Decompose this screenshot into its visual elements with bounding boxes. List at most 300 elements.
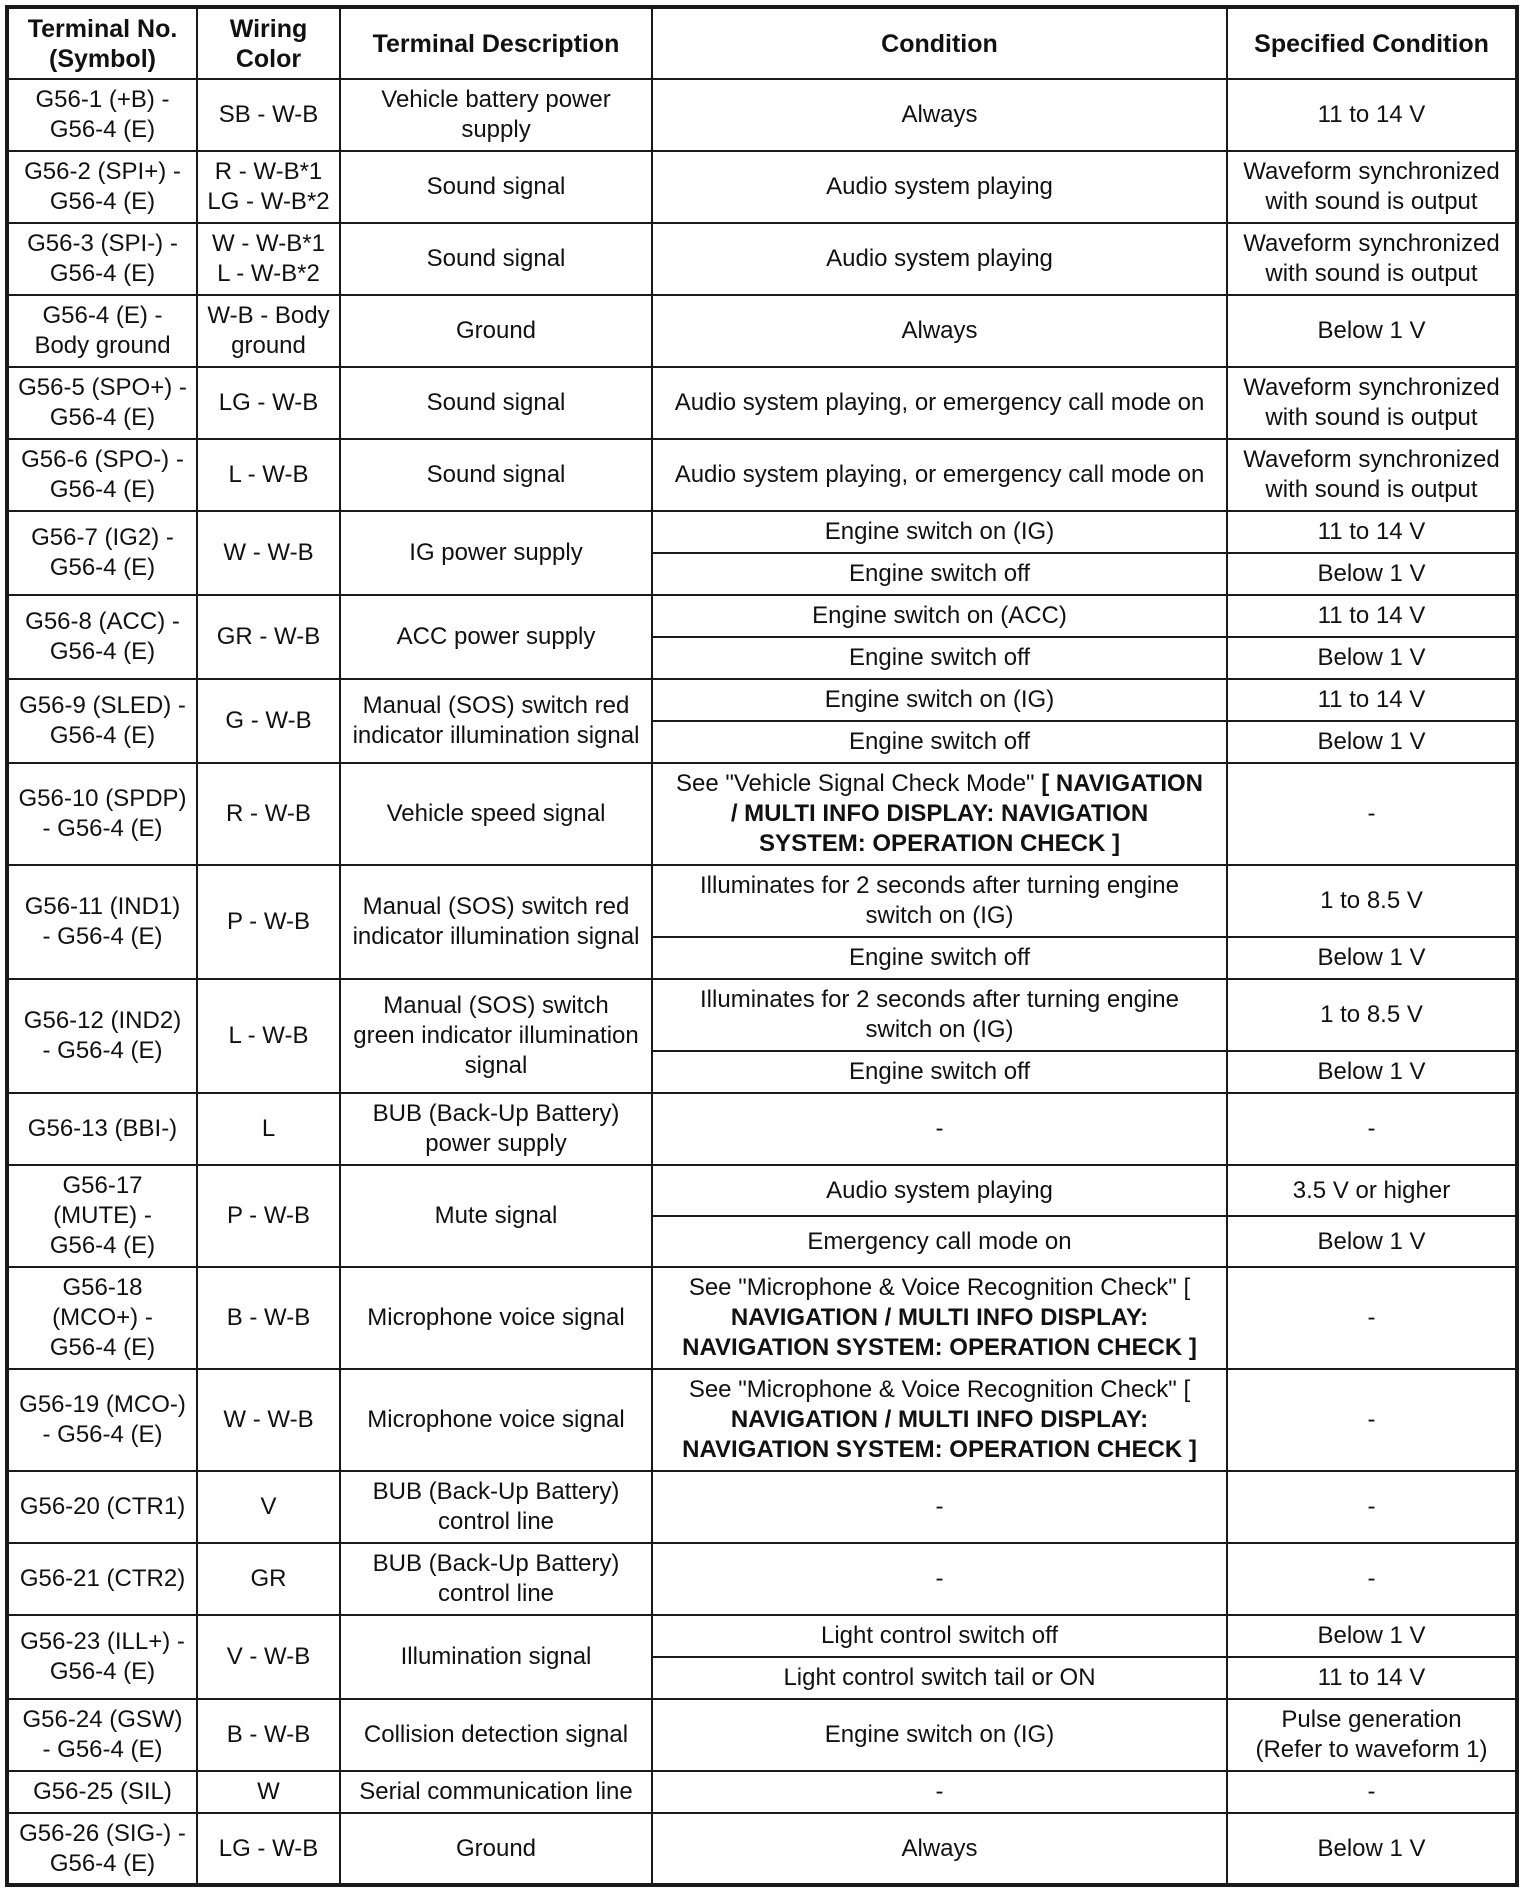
wiring-color-line: V bbox=[260, 1493, 277, 1520]
specified-condition-line: with sound is output bbox=[1265, 260, 1478, 287]
condition-cell bbox=[652, 721, 1227, 763]
wiring-color-cell bbox=[197, 439, 340, 511]
condition-text: Engine switch off bbox=[849, 728, 1030, 755]
terminal-cell bbox=[7, 595, 197, 679]
wiring-color-line: R - W-B*1 bbox=[214, 158, 323, 185]
specified-condition-line: 11 to 14 V bbox=[1317, 602, 1426, 629]
terminal-line: G56-4 (E) - bbox=[42, 302, 163, 329]
terminal-line: G56-4 (E) bbox=[49, 260, 156, 287]
condition-link-text: SYSTEM: OPERATION CHECK ] bbox=[759, 830, 1120, 857]
specified-condition-cell bbox=[1227, 1471, 1517, 1543]
wiring-color-cell bbox=[197, 367, 340, 439]
table-body bbox=[7, 79, 1517, 1885]
terminal-line: G56-26 (SIG-) - bbox=[19, 1819, 186, 1847]
table-row bbox=[7, 79, 1517, 151]
condition-cell bbox=[652, 1093, 1227, 1165]
description-line: indicator illumination signal bbox=[352, 722, 640, 749]
condition-cell bbox=[652, 637, 1227, 679]
condition-text: See "Microphone & Voice Recognition Check" [ bbox=[688, 1274, 1191, 1301]
specified-condition-cell bbox=[1227, 295, 1517, 367]
wiring-color-cell bbox=[197, 595, 340, 679]
condition-cell bbox=[652, 1771, 1227, 1813]
condition-text: Audio system playing, or emergency call mode on bbox=[674, 389, 1205, 416]
specified-condition-cell bbox=[1227, 679, 1517, 721]
description-line: signal bbox=[464, 1052, 528, 1079]
wiring-color-line: SB - W-B bbox=[218, 101, 319, 128]
specified-condition-cell bbox=[1227, 511, 1517, 553]
terminal-cell bbox=[7, 1543, 197, 1615]
condition-cell bbox=[652, 865, 1227, 937]
terminal-line: G56-4 (E) bbox=[49, 116, 156, 143]
terminal-line: - G56-4 (E) bbox=[42, 923, 163, 950]
description-line: Serial communication line bbox=[359, 1778, 633, 1805]
terminal-table-container bbox=[5, 5, 1519, 1887]
terminal-line: G56-12 (IND2) bbox=[23, 1007, 182, 1034]
description-cell bbox=[340, 763, 652, 865]
terminal-line: G56-13 (BBI-) bbox=[27, 1115, 178, 1142]
condition-text: - bbox=[935, 1565, 944, 1592]
table-row bbox=[7, 439, 1517, 511]
terminal-line: - G56-4 (E) bbox=[42, 1421, 163, 1448]
terminal-line: G56-10 (SPDP) bbox=[18, 785, 187, 812]
wiring-color-line: B - W-B bbox=[226, 1304, 311, 1331]
terminal-line: G56-4 (E) bbox=[49, 404, 156, 431]
condition-text: Illuminates for 2 seconds after turning engine bbox=[700, 872, 1179, 899]
description-cell bbox=[340, 367, 652, 439]
description-line: Illumination signal bbox=[400, 1643, 592, 1670]
wiring-color-cell bbox=[197, 1369, 340, 1471]
terminal-line: G56-4 (E) bbox=[49, 722, 156, 749]
terminal-cell bbox=[7, 979, 197, 1093]
specified-condition-line: Below 1 V bbox=[1317, 644, 1426, 671]
specified-condition-line: 1 to 8.5 V bbox=[1320, 1001, 1423, 1028]
description-line: indicator illumination signal bbox=[352, 923, 640, 950]
terminal-cell bbox=[7, 1165, 197, 1267]
specified-condition-line: (Refer to waveform 1) bbox=[1255, 1736, 1488, 1763]
terminal-line: G56-4 (E) bbox=[49, 1658, 156, 1685]
table-row bbox=[7, 1543, 1517, 1615]
description-line: green indicator illumination bbox=[353, 1022, 639, 1049]
table-row bbox=[7, 1471, 1517, 1543]
table-row bbox=[7, 295, 1517, 367]
condition-cell bbox=[652, 979, 1227, 1051]
terminal-cell bbox=[7, 79, 197, 151]
description-line: power supply bbox=[425, 1130, 567, 1157]
description-cell bbox=[340, 1165, 652, 1267]
header-row bbox=[7, 7, 1517, 79]
terminal-cell bbox=[7, 679, 197, 763]
condition-text: - bbox=[935, 1493, 944, 1520]
wiring-color-line: W - W-B bbox=[223, 539, 314, 566]
specified-condition-line: Waveform synchronized bbox=[1243, 158, 1500, 185]
wiring-color-line: GR bbox=[250, 1565, 287, 1592]
condition-cell bbox=[652, 1615, 1227, 1657]
table-row bbox=[7, 151, 1517, 223]
terminal-cell bbox=[7, 865, 197, 979]
terminal-cell bbox=[7, 1093, 197, 1165]
description-cell bbox=[340, 511, 652, 595]
terminal-cell bbox=[7, 295, 197, 367]
wiring-color-line: LG - W-B bbox=[218, 389, 319, 416]
description-line: supply bbox=[461, 116, 531, 143]
condition-cell bbox=[652, 763, 1227, 865]
terminal-line: G56-2 (SPI+) - bbox=[24, 158, 181, 185]
specified-condition-cell bbox=[1227, 1216, 1517, 1267]
description-cell bbox=[340, 295, 652, 367]
description-cell bbox=[340, 1369, 652, 1471]
description-cell bbox=[340, 1615, 652, 1699]
condition-text: Light control switch off bbox=[820, 1622, 1058, 1649]
description-cell bbox=[340, 1471, 652, 1543]
wiring-color-cell bbox=[197, 223, 340, 295]
wiring-color-cell bbox=[197, 1615, 340, 1699]
condition-text: Engine switch on (IG) bbox=[824, 518, 1055, 545]
specified-condition-line: 11 to 14 V bbox=[1317, 1664, 1426, 1691]
specified-condition-line: with sound is output bbox=[1265, 404, 1478, 431]
terminal-line: G56-25 (SIL) bbox=[33, 1778, 172, 1805]
description-cell bbox=[340, 1699, 652, 1771]
specified-condition-line: - bbox=[1367, 1493, 1376, 1520]
table-row bbox=[7, 763, 1517, 865]
terminal-line: G56-1 (+B) - bbox=[35, 86, 170, 113]
description-line: Sound signal bbox=[426, 245, 566, 272]
terminal-line: G56-6 (SPO-) - bbox=[21, 446, 184, 473]
condition-text: Audio system playing bbox=[826, 1176, 1053, 1204]
specified-condition-line: Below 1 V bbox=[1317, 317, 1426, 344]
terminal-line: G56-8 (ACC) - bbox=[25, 608, 180, 635]
description-line: BUB (Back-Up Battery) bbox=[372, 1550, 620, 1577]
wiring-color-cell bbox=[197, 1093, 340, 1165]
specified-condition-line: Pulse generation bbox=[1281, 1706, 1462, 1733]
terminal-line: G56-4 (E) bbox=[49, 554, 156, 581]
description-cell bbox=[340, 151, 652, 223]
terminal-line: G56-3 (SPI-) - bbox=[27, 230, 178, 257]
wiring-color-line: P - W-B bbox=[226, 1202, 311, 1229]
specified-condition-line: 11 to 14 V bbox=[1317, 101, 1426, 128]
condition-text: Audio system playing, or emergency call mode on bbox=[674, 461, 1205, 488]
specified-condition-cell bbox=[1227, 79, 1517, 151]
header-terminal-description: Terminal Description bbox=[340, 7, 652, 79]
wiring-color-cell bbox=[197, 1813, 340, 1885]
description-line: ACC power supply bbox=[396, 623, 596, 650]
description-line: control line bbox=[437, 1580, 555, 1607]
condition-link-text: NAVIGATION SYSTEM: OPERATION CHECK ] bbox=[682, 1334, 1197, 1361]
description-line: Ground bbox=[455, 1834, 537, 1862]
condition-cell bbox=[652, 553, 1227, 595]
terminal-line: G56-11 (IND1) bbox=[24, 893, 181, 920]
specified-condition-cell bbox=[1227, 553, 1517, 595]
wiring-color-cell bbox=[197, 151, 340, 223]
table-row bbox=[7, 1699, 1517, 1771]
specified-condition-cell bbox=[1227, 937, 1517, 979]
specified-condition-cell bbox=[1227, 1165, 1517, 1216]
terminal-line: - G56-4 (E) bbox=[42, 1037, 163, 1064]
terminal-line: (MCO+) - bbox=[52, 1304, 153, 1331]
specified-condition-line: Below 1 V bbox=[1317, 1058, 1426, 1085]
wiring-color-line: G - W-B bbox=[225, 707, 312, 734]
description-line: Microphone voice signal bbox=[367, 1406, 625, 1433]
wiring-color-line: W - W-B bbox=[223, 1406, 314, 1433]
condition-cell bbox=[652, 1051, 1227, 1093]
condition-text: Emergency call mode on bbox=[807, 1227, 1072, 1255]
condition-text: switch on (IG) bbox=[865, 1016, 1014, 1043]
specified-condition-cell bbox=[1227, 1615, 1517, 1657]
wiring-color-cell bbox=[197, 979, 340, 1093]
description-cell bbox=[340, 1543, 652, 1615]
terminal-cell bbox=[7, 763, 197, 865]
description-line: Mute signal bbox=[434, 1202, 558, 1229]
terminal-line: G56-17 bbox=[62, 1172, 143, 1199]
specified-condition-cell bbox=[1227, 865, 1517, 937]
terminal-line: G56-21 (CTR2) bbox=[19, 1565, 186, 1592]
specified-condition-cell bbox=[1227, 1369, 1517, 1471]
description-cell bbox=[340, 679, 652, 763]
wiring-color-line: L - W-B bbox=[228, 461, 309, 488]
condition-text: Engine switch on (IG) bbox=[824, 1721, 1055, 1748]
terminal-cell bbox=[7, 1699, 197, 1771]
description-cell bbox=[340, 1093, 652, 1165]
description-cell bbox=[340, 1771, 652, 1813]
wiring-color-line: LG - W-B*2 bbox=[207, 188, 330, 215]
terminal-line: (MUTE) - bbox=[53, 1202, 152, 1229]
condition-cell bbox=[652, 1813, 1227, 1885]
specified-condition-cell bbox=[1227, 595, 1517, 637]
table-row bbox=[7, 679, 1517, 721]
table-row bbox=[7, 979, 1517, 1051]
specified-condition-cell bbox=[1227, 979, 1517, 1051]
wiring-color-line: LG - W-B bbox=[218, 1834, 319, 1862]
condition-cell bbox=[652, 1216, 1227, 1267]
description-line: Sound signal bbox=[426, 173, 566, 200]
condition-cell bbox=[652, 511, 1227, 553]
condition-text: See "Vehicle Signal Check Mode" bbox=[675, 770, 1042, 797]
terminal-cell bbox=[7, 223, 197, 295]
terminal-cell bbox=[7, 1771, 197, 1813]
description-line: BUB (Back-Up Battery) bbox=[372, 1478, 620, 1505]
condition-cell bbox=[652, 1267, 1227, 1369]
table-row bbox=[7, 1093, 1517, 1165]
description-cell bbox=[340, 1813, 652, 1885]
specified-condition-line: with sound is output bbox=[1265, 188, 1478, 215]
header-condition: Condition bbox=[652, 7, 1227, 79]
description-line: Vehicle speed signal bbox=[386, 800, 606, 827]
description-cell bbox=[340, 79, 652, 151]
terminal-line: G56-4 (E) bbox=[49, 476, 156, 503]
wiring-color-line: V - W-B bbox=[226, 1643, 311, 1670]
specified-condition-line: Below 1 V bbox=[1317, 1622, 1426, 1649]
wiring-color-cell bbox=[197, 679, 340, 763]
condition-text: Always bbox=[901, 1834, 978, 1862]
specified-condition-line: Below 1 V bbox=[1317, 1834, 1426, 1862]
specified-condition-cell bbox=[1227, 1771, 1517, 1813]
description-cell bbox=[340, 439, 652, 511]
condition-link-text: NAVIGATION / MULTI INFO DISPLAY: bbox=[730, 1304, 1149, 1331]
wiring-color-line: W-B - Body bbox=[207, 302, 330, 329]
specified-condition-line: Below 1 V bbox=[1317, 1227, 1426, 1255]
condition-link-text: NAVIGATION SYSTEM: OPERATION CHECK ] bbox=[682, 1436, 1197, 1463]
wiring-color-line: W bbox=[257, 1778, 280, 1805]
specified-condition-cell bbox=[1227, 721, 1517, 763]
terminal-line: G56-5 (SPO+) - bbox=[18, 374, 187, 401]
terminal-table bbox=[5, 5, 1519, 1887]
description-line: Collision detection signal bbox=[363, 1721, 629, 1748]
condition-cell bbox=[652, 1657, 1227, 1699]
condition-text: See "Microphone & Voice Recognition Check" [ bbox=[688, 1376, 1191, 1403]
specified-condition-cell bbox=[1227, 1093, 1517, 1165]
condition-cell bbox=[652, 79, 1227, 151]
description-cell bbox=[340, 1267, 652, 1369]
table-row bbox=[7, 223, 1517, 295]
specified-condition-line: Below 1 V bbox=[1317, 560, 1426, 587]
specified-condition-line: Below 1 V bbox=[1317, 728, 1426, 755]
description-line: Sound signal bbox=[426, 389, 566, 416]
condition-link-text: / MULTI INFO DISPLAY: NAVIGATION bbox=[730, 800, 1149, 827]
condition-text: Engine switch off bbox=[849, 644, 1030, 671]
condition-text: Engine switch off bbox=[849, 944, 1030, 971]
condition-text: Engine switch off bbox=[849, 1058, 1030, 1085]
table-row bbox=[7, 1813, 1517, 1885]
condition-cell bbox=[652, 223, 1227, 295]
specified-condition-line: Below 1 V bbox=[1317, 944, 1426, 971]
condition-text: Engine switch on (ACC) bbox=[812, 602, 1067, 629]
specified-condition-cell bbox=[1227, 1813, 1517, 1885]
header-terminal: Terminal No. (Symbol) bbox=[7, 7, 197, 79]
table-row bbox=[7, 367, 1517, 439]
wiring-color-line: P - W-B bbox=[226, 908, 311, 935]
terminal-line: G56-9 (SLED) - bbox=[19, 692, 186, 719]
wiring-color-cell bbox=[197, 1543, 340, 1615]
specified-condition-cell bbox=[1227, 151, 1517, 223]
specified-condition-cell bbox=[1227, 439, 1517, 511]
specified-condition-line: 3.5 V or higher bbox=[1292, 1176, 1451, 1204]
condition-cell bbox=[652, 595, 1227, 637]
terminal-line: G56-4 (E) bbox=[49, 1334, 156, 1361]
wiring-color-line: GR - W-B bbox=[216, 623, 321, 650]
condition-cell bbox=[652, 1543, 1227, 1615]
wiring-color-cell bbox=[197, 511, 340, 595]
description-line: BUB (Back-Up Battery) bbox=[372, 1100, 620, 1127]
wiring-color-cell bbox=[197, 1267, 340, 1369]
description-line: IG power supply bbox=[409, 539, 583, 566]
specified-condition-cell bbox=[1227, 367, 1517, 439]
specified-condition-line: Waveform synchronized bbox=[1243, 374, 1500, 401]
wiring-color-line: W - W-B*1 bbox=[212, 230, 325, 257]
terminal-line: G56-19 (MCO-) bbox=[19, 1391, 186, 1418]
terminal-cell bbox=[7, 1471, 197, 1543]
header-specified-condition: Specified Condition bbox=[1227, 7, 1517, 79]
terminal-line: - G56-4 (E) bbox=[42, 1736, 163, 1763]
specified-condition-cell bbox=[1227, 763, 1517, 865]
condition-text: Engine switch on (IG) bbox=[824, 686, 1055, 713]
wiring-color-cell bbox=[197, 1771, 340, 1813]
terminal-line: G56-4 (E) bbox=[49, 1849, 156, 1877]
terminal-line: G56-24 (GSW) bbox=[22, 1706, 183, 1733]
wiring-color-line: L - W-B bbox=[228, 1022, 309, 1049]
description-cell bbox=[340, 595, 652, 679]
specified-condition-line: 1 to 8.5 V bbox=[1320, 887, 1423, 914]
condition-text: Illuminates for 2 seconds after turning engine bbox=[700, 986, 1179, 1013]
specified-condition-line: - bbox=[1367, 1406, 1376, 1433]
wiring-color-line: L bbox=[261, 1115, 276, 1142]
terminal-line: G56-18 bbox=[62, 1274, 143, 1301]
terminal-line: Body ground bbox=[34, 332, 171, 359]
specified-condition-cell bbox=[1227, 1543, 1517, 1615]
wiring-color-cell bbox=[197, 79, 340, 151]
specified-condition-cell bbox=[1227, 223, 1517, 295]
condition-text: switch on (IG) bbox=[865, 902, 1014, 929]
table-row bbox=[7, 511, 1517, 553]
terminal-cell bbox=[7, 511, 197, 595]
condition-cell bbox=[652, 439, 1227, 511]
wiring-color-cell bbox=[197, 295, 340, 367]
terminal-cell bbox=[7, 1615, 197, 1699]
table-row bbox=[7, 1267, 1517, 1369]
terminal-cell bbox=[7, 439, 197, 511]
condition-link-text: NAVIGATION / MULTI INFO DISPLAY: bbox=[730, 1406, 1149, 1433]
condition-text: Engine switch off bbox=[849, 560, 1030, 587]
wiring-color-cell bbox=[197, 865, 340, 979]
condition-text: Always bbox=[901, 317, 978, 344]
terminal-line: G56-7 (IG2) - bbox=[31, 524, 174, 551]
description-line: Vehicle battery power bbox=[381, 86, 611, 113]
description-line: Manual (SOS) switch red bbox=[362, 692, 630, 719]
specified-condition-cell bbox=[1227, 1051, 1517, 1093]
condition-cell bbox=[652, 679, 1227, 721]
table-row bbox=[7, 1771, 1517, 1813]
terminal-line: G56-4 (E) bbox=[49, 638, 156, 665]
specified-condition-line: - bbox=[1367, 1778, 1376, 1805]
wiring-color-cell bbox=[197, 1699, 340, 1771]
specified-condition-cell bbox=[1227, 1267, 1517, 1369]
specified-condition-line: Waveform synchronized bbox=[1243, 230, 1500, 257]
table-row bbox=[7, 595, 1517, 637]
description-line: Microphone voice signal bbox=[367, 1304, 625, 1331]
specified-condition-cell bbox=[1227, 637, 1517, 679]
wiring-color-line: ground bbox=[231, 332, 306, 359]
specified-condition-cell bbox=[1227, 1657, 1517, 1699]
description-cell bbox=[340, 223, 652, 295]
condition-text: Audio system playing bbox=[826, 173, 1053, 200]
specified-condition-line: - bbox=[1367, 800, 1376, 827]
terminal-cell bbox=[7, 1369, 197, 1471]
wiring-color-line: B - W-B bbox=[226, 1721, 311, 1748]
specified-condition-line: - bbox=[1367, 1565, 1376, 1592]
table-row bbox=[7, 1369, 1517, 1471]
specified-condition-line: Waveform synchronized bbox=[1243, 446, 1500, 473]
description-line: Manual (SOS) switch red bbox=[362, 893, 630, 920]
terminal-line: G56-4 (E) bbox=[49, 1232, 156, 1259]
condition-cell bbox=[652, 151, 1227, 223]
description-line: Ground bbox=[455, 317, 537, 344]
terminal-line: - G56-4 (E) bbox=[42, 815, 163, 842]
description-line: Sound signal bbox=[426, 461, 566, 488]
condition-link-text: [ NAVIGATION bbox=[1041, 770, 1203, 797]
specified-condition-line: with sound is output bbox=[1265, 476, 1478, 503]
condition-cell bbox=[652, 1471, 1227, 1543]
terminal-cell bbox=[7, 1813, 197, 1885]
terminal-line: G56-23 (ILL+) - bbox=[20, 1628, 185, 1655]
wiring-color-cell bbox=[197, 1471, 340, 1543]
description-cell bbox=[340, 865, 652, 979]
description-line: control line bbox=[437, 1508, 555, 1535]
terminal-cell bbox=[7, 151, 197, 223]
specified-condition-line: 11 to 14 V bbox=[1317, 686, 1426, 713]
condition-cell bbox=[652, 367, 1227, 439]
specified-condition-line: - bbox=[1367, 1115, 1376, 1142]
table-row bbox=[7, 865, 1517, 937]
terminal-line: G56-4 (E) bbox=[49, 188, 156, 215]
wiring-color-cell bbox=[197, 763, 340, 865]
